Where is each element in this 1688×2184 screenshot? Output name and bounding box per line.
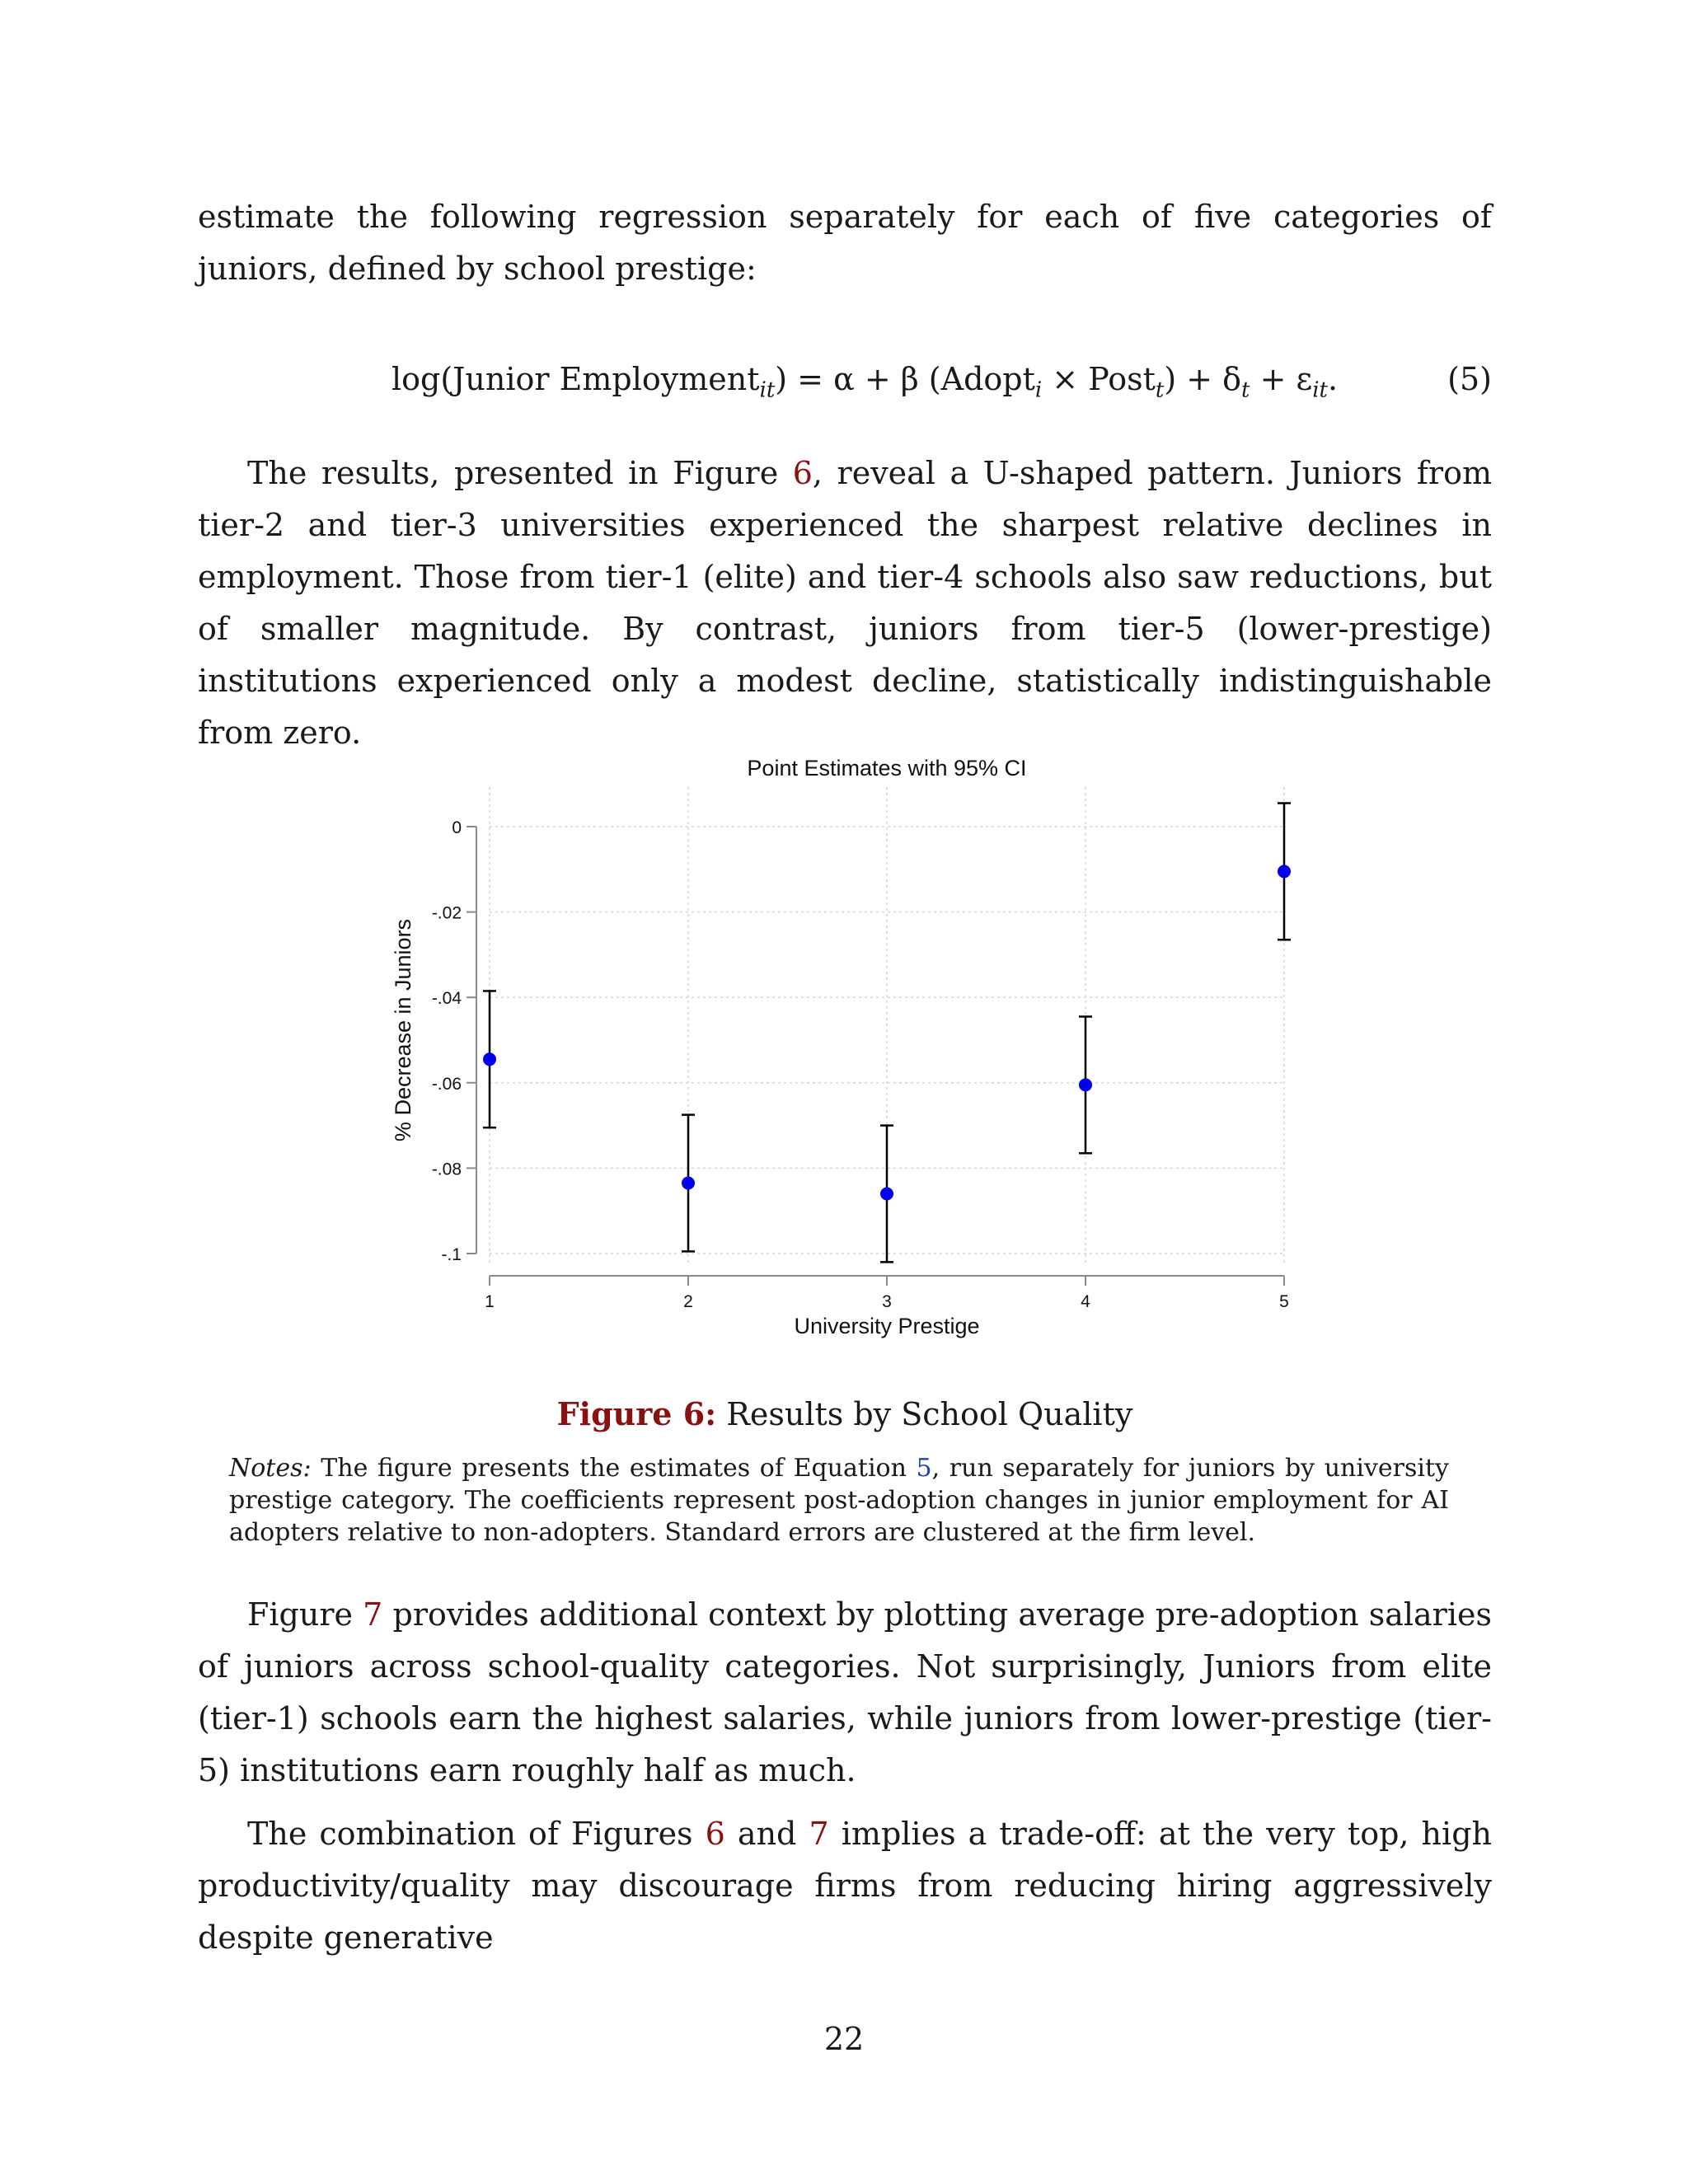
point-estimate: [1079, 1078, 1092, 1091]
results-paragraph: The results, presented in Figure 6, reveal a U-shaped pattern. Juniors from tier-2 and tier-3 universities experienced the sharpest relative declines in employment. Those from tier-1 (elite) and tier-4 schools also saw reductions, but of smaller magnitude. By contrast, juniors from tier-5 (lower-prestige) institutions experienced only a modest decline, statistically indistinguishable from zero.: [198, 455, 1492, 751]
point-estimate: [880, 1187, 893, 1200]
figure-caption: [198, 1395, 1492, 1432]
notes-label: Notes:: [229, 1454, 312, 1483]
equation-body: log(Junior Employment$_{it}$) = α + β (Adopt$_i$ × Post$_t$) + $\delta_t + \varepsilon_{it}$.: [392, 361, 1339, 403]
equation-5-link[interactable]: 5: [916, 1454, 932, 1483]
figure-label: Figure 6:: [556, 1395, 717, 1432]
x-tick-label: 3: [882, 1292, 892, 1311]
y-axis-label: % Decrease in Juniors: [391, 918, 415, 1142]
figure-7-paragraph: Figure 7 provides additional context by plotting average pre-adoption salaries of juniors across school-quality categories. Not surprisingly, Juniors from elite (tier-1) schools earn the highest salaries, while juniors from lower-prestige (tier-5) institutions earn roughly half as much.: [198, 1596, 1492, 1788]
y-tick-label: -.02: [431, 903, 462, 923]
x-tick-labels: [485, 1292, 1289, 1311]
x-tick-label: 2: [683, 1292, 693, 1311]
y-tick-label: 0: [452, 818, 462, 837]
point-estimate: [1278, 865, 1291, 878]
figure-7-link[interactable]: 7: [363, 1596, 383, 1633]
x-tick-label: 5: [1279, 1292, 1289, 1311]
y-tick-labels: [432, 818, 462, 1264]
y-tick-label: -.1: [441, 1245, 462, 1264]
figure-6-link[interactable]: 6: [792, 455, 813, 491]
intro-text: estimate the following regression separately for each of five categories of juniors, defined by school prestige:: [198, 199, 1492, 287]
figure-title: Results by School Quality: [716, 1396, 1133, 1432]
x-tick-label: 1: [485, 1292, 495, 1311]
point-estimate: [483, 1052, 496, 1066]
y-tick-label: -.06: [431, 1074, 462, 1094]
point-estimate: [682, 1177, 695, 1190]
x-tick-label: 4: [1081, 1292, 1090, 1311]
x-axis-label: University Prestige: [794, 1314, 980, 1338]
figure-7-link-2[interactable]: 7: [809, 1816, 829, 1852]
combination-paragraph: The combination of Figures 6 and 7 implies a trade-off: at the very top, high productivity/quality may discourage firms from reducing hiring aggressively despite generative: [198, 1816, 1492, 1956]
page-number: 22: [823, 2021, 865, 2057]
y-tick-label: -.04: [431, 989, 462, 1009]
chart-axes: [467, 827, 1284, 1286]
figure-notes: Notes: The figure presents the estimates of Equation 5, run separately for juniors by university prestige category. The coefficients represent post-adoption changes in junior employment for AI adopters relative to non-adopters. Standard errors are clustered at the firm level.: [229, 1454, 1450, 1547]
figure-6-link-2[interactable]: 6: [705, 1816, 725, 1852]
equation-number: (5): [1447, 361, 1492, 397]
y-tick-label: -.08: [431, 1160, 462, 1179]
chart-title: Point Estimates with 95% CI: [747, 756, 1027, 780]
